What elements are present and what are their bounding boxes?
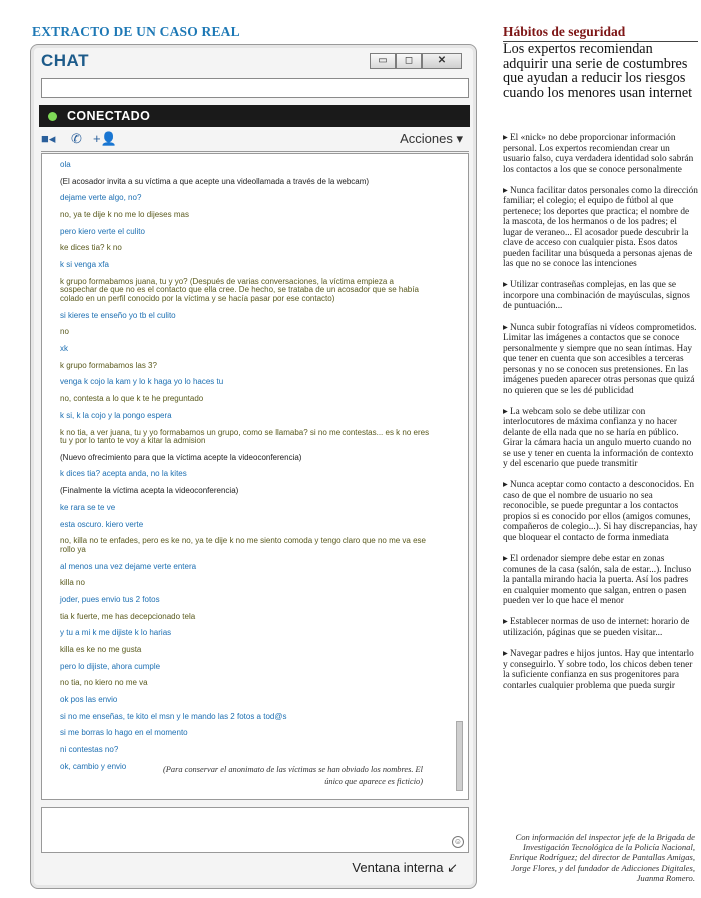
window-controls bbox=[370, 53, 462, 69]
sidebar-title: Hábitos de seguridad bbox=[503, 24, 626, 39]
tip-item: ▸ La webcam solo se debe utilizar con interlocutores de máxima confianza y no hacer delante de ella nada que no se haría en público. Girar la cámara hacia un angulo muerto cuando no se use y tener en cuenta la información de contexto y del escenario que puede transmitir bbox=[503, 406, 694, 470]
minimize-icon[interactable]: ▭ bbox=[370, 53, 396, 69]
credits: Con información del inspector jefe de la Brigada de Investigación Tecnológica de la Policía Nacional, Enrique Rodríguez; del director de Pantallas Amigas, Jorge Flores, y del fundador de Adicciones Digitales, Juanma Romero. bbox=[509, 832, 695, 883]
chat-message: si me borras lo hago en el momento bbox=[60, 728, 188, 738]
scrollbar[interactable] bbox=[455, 156, 465, 796]
internal-window-label: Ventana interna ↙ bbox=[352, 860, 458, 875]
chat-message: pero lo dijiste, ahora cumple bbox=[60, 661, 161, 671]
actions-menu[interactable]: Acciones ▾ bbox=[400, 131, 463, 146]
chat-message: ni contestas no? bbox=[60, 745, 119, 755]
chat-message: ke dices tia? k no bbox=[60, 243, 122, 253]
conversation-panel bbox=[41, 153, 469, 800]
tip-item: ▸ Nunca subir fotografías ni vídeos comprometidos. Limitar las imágenes a contactos que se conoce personalmente y siempre que no sean íntimas. Hay que tener en cuenta que son accesibles a terceras personas y no se conocen sus pretensiones. En las imágenes pueden aparecer otras personas que quizá no quieren que se les dé publicidad bbox=[503, 322, 697, 396]
anonymity-note: (Para conservar el anonimato de las víctimas se han obviado los nombres. El único que aparece es ficticio) bbox=[163, 765, 423, 786]
chat-message: pero kiero verte el culito bbox=[60, 226, 145, 236]
chat-message: k dices tia? acepta anda, no la kites bbox=[60, 469, 187, 479]
chat-message: venga k cojo la kam y lo k haga yo lo haces tu bbox=[60, 377, 224, 387]
chat-message: no, killa no te enfades, pero es ke no, ya te dije k no me siento comoda y tengo claro que no me va ese rollo ya bbox=[60, 536, 426, 554]
chat-window bbox=[30, 44, 477, 889]
scrollbar-thumb[interactable] bbox=[456, 721, 463, 791]
tip-item: ▸ Nunca facilitar datos personales como la dirección familiar; el colegio; el equipo de fútbol al que pertenece; los deportes que practica; el nombre de la mascota, de los hermanos o de los padres; el lugar de veraneo... El acosador puede descubrir la clave de acceso con cualquier pista. Esos datos pueden facilitar una búsqueda a personas ajenas de las que no se conoce las intenciones bbox=[503, 185, 698, 270]
tip-item: ▸ El «nick» no debe proporcionar información personal. Los expertos recomiendan crear un usuario falso, cuya verdadera identidad solo sabrán los contactos a los que se conoce personalmente bbox=[503, 133, 694, 175]
chat-message: y tu a mi k me dijiste k lo harias bbox=[60, 628, 172, 638]
tip-item: ▸ Navegar padres e hijos juntos. Hay que intentarlo y conseguirlo. Y sobre todo, los chicos deben tener la suficiente confianza en sus progenitores para contarles cualquier problema que pueda surgir bbox=[503, 649, 694, 691]
chat-message: xk bbox=[60, 344, 68, 354]
chat-message: (Nuevo ofrecimiento para que la víctima acepte la videoconferencia) bbox=[60, 452, 302, 462]
chat-message: no, contesta a lo que k te he preguntado bbox=[60, 394, 204, 404]
chat-message: joder, pues envio tus 2 fotos bbox=[60, 594, 160, 604]
chat-message: esta oscuro. kiero verte bbox=[60, 519, 144, 529]
chat-message: tia k fuerte, me has decepcionado tela bbox=[60, 611, 196, 621]
maximize-icon[interactable]: ◻ bbox=[396, 53, 422, 69]
chat-message: k no tia, a ver juana, tu y yo formabamos un grupo, como se llamaba? si no me contestas... es k no eres tu y por lo tanto te voy a kitar la admision bbox=[60, 427, 430, 446]
toolbar-divider bbox=[41, 151, 469, 152]
chat-message: (Finalmente la víctima acepta la videoconferencia) bbox=[60, 486, 239, 496]
tip-item: ▸ Nunca aceptar como contacto a desconocidos. En caso de que el nombre de usuario no sea reconocible, se puede preguntar a los contactos propios si es conocido por ellos (amigos comunes, compañeros de colegio...). Si hay discrepancias, hay que bloquear el contacto de forma inmediata bbox=[503, 480, 698, 543]
tip-item: ▸ Utilizar contraseñas complejas, en las que se incorpore una combinación de mayúsculas, signos de puntuación... bbox=[503, 280, 690, 312]
video-call-icon[interactable]: ■◂ bbox=[41, 131, 56, 146]
chat-message: ke rara se te ve bbox=[60, 502, 116, 512]
chat-message: dejame verte algo, no? bbox=[60, 193, 142, 203]
online-status-icon bbox=[48, 112, 57, 121]
phone-icon[interactable]: ✆ bbox=[71, 131, 82, 146]
chat-message: al menos una vez dejame verte entera bbox=[60, 561, 197, 571]
sidebar-subtitle: Los expertos recomiendan adquirir una serie de costumbres que ayudan a reducir los riesgos cuando los menores usan internet bbox=[503, 41, 693, 101]
chat-message: no, ya te dije k no me lo dijeses mas bbox=[60, 210, 189, 220]
chat-message: k grupo formabamos juana, tu y yo? (Después de varias conversaciones, la víctima empieza a sospechar de que no es el contacto que ella cree. De hecho, se trataba de un acosador que se había colado en un perfil conocido por la víctima y se hacía pasar por ese contacto) bbox=[60, 276, 419, 303]
chat-message: k grupo formabamos las 3? bbox=[60, 360, 157, 370]
tip-item: ▸ Establecer normas de uso de internet: horario de utilización, páginas que se pueden visitar... bbox=[503, 617, 690, 638]
chat-message: no bbox=[60, 327, 69, 337]
section-title: EXTRACTO DE UN CASO REAL bbox=[32, 24, 240, 39]
chat-message: ola bbox=[60, 160, 71, 169]
chat-message: k si venga xfa bbox=[60, 260, 109, 270]
chat-message: (El acosador invita a su víctima a que acepte una videollamada a través de la webcam) bbox=[60, 176, 370, 186]
close-icon[interactable]: ✕ bbox=[422, 53, 462, 69]
message-input[interactable] bbox=[41, 807, 469, 853]
address-field[interactable] bbox=[41, 78, 469, 98]
chat-toolbar bbox=[41, 131, 469, 151]
chat-message: no tia, no kiero no me va bbox=[60, 678, 148, 688]
add-contact-icon[interactable]: +👤 bbox=[93, 131, 117, 146]
window-title: CHAT bbox=[41, 51, 89, 70]
status-label: CONECTADO bbox=[67, 109, 151, 123]
chat-message: ok pos las envio bbox=[60, 695, 118, 704]
chat-message: si no me enseñas, te kito el msn y le mando las 2 fotos a tod@s bbox=[60, 711, 287, 721]
chat-message: k si, k la cojo y la pongo espera bbox=[60, 410, 172, 420]
tips-list bbox=[503, 133, 698, 702]
status-bar bbox=[39, 105, 470, 127]
tip-item: ▸ El ordenador siempre debe estar en zonas comunes de la casa (salón, sala de estar...). Incluso la pantalla mirando hacia la puerta. Así los padres en cualquier momento que salgan, entren o pasen pueden ver lo que hace el menor bbox=[503, 554, 692, 607]
emoji-icon[interactable]: ☺ bbox=[453, 837, 463, 846]
chat-message: killa no bbox=[60, 578, 85, 588]
chat-message: killa es ke no me gusta bbox=[60, 644, 142, 654]
chat-message: ok, cambio y envio bbox=[60, 761, 127, 771]
chat-message: si kieres te enseño yo tb el culito bbox=[60, 310, 176, 320]
message-list bbox=[60, 161, 430, 779]
